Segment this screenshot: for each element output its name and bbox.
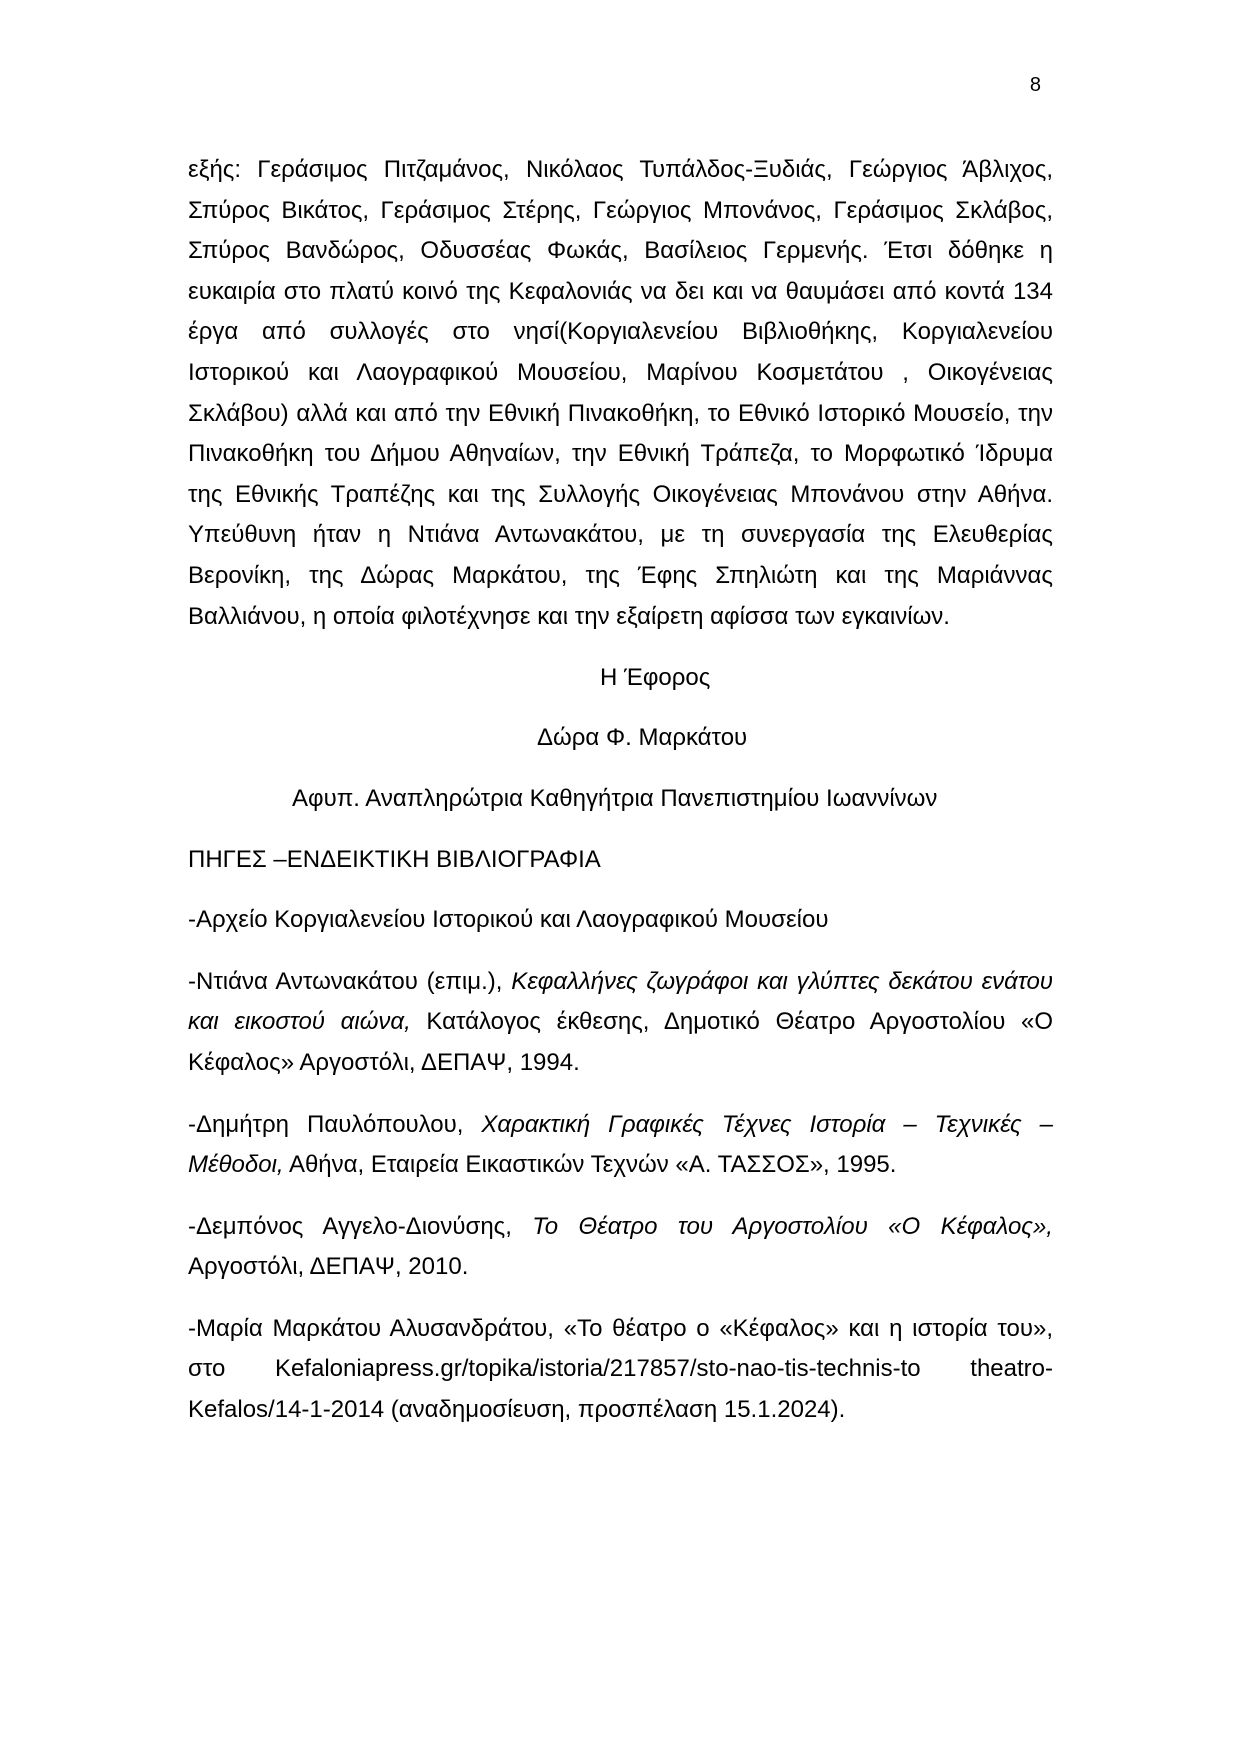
- signature-name: Δώρα Φ. Μαρκάτου: [537, 724, 748, 752]
- bib-text: -Αρχείο Κοργιαλενείου Ιστορικού και Λαογραφικού Μουσείου: [188, 906, 829, 934]
- bib-title: Κεφαλλήνες ζωγράφοι και γλύπτες δεκάτου ενάτου και εικοστού αιώνα,: [188, 967, 1053, 1036]
- signature-block: [188, 663, 1053, 814]
- bibliography-item: [188, 962, 1053, 1084]
- bib-text: -Δεμπόνος Αγγελο-Διονύσης,: [188, 1212, 533, 1240]
- bibliography-item: [188, 1105, 1053, 1186]
- document-content: [188, 150, 1053, 1431]
- bib-text: -Ντιάνα Αντωνακάτου (επιμ.),: [188, 967, 512, 995]
- bib-title: Το Θέατρο του Αργοστολίου «Ο Κέφαλος»,: [532, 1212, 1053, 1240]
- bib-text: Αργοστόλι, ΔΕΠΑΨ, 2010.: [188, 1253, 469, 1281]
- bib-text: Κατάλογος έκθεσης, Δημοτικό Θέατρο Αργοστολίου «Ο Κέφαλος» Αργοστόλι, ΔΕΠΑΨ, 1994.: [188, 1008, 1054, 1076]
- bibliography-item: [188, 1309, 1053, 1431]
- signature-role: Αφυπ. Αναπληρώτρια Καθηγήτρια Πανεπιστημίου Ιωαννίνων: [292, 785, 938, 813]
- bibliography-item: [188, 900, 1053, 941]
- bib-text: -Μαρία Μαρκάτου Αλυσανδράτου, «Το θέατρο ο «Κέφαλος» και η ιστορία του», στο Kefaloniapress.gr/topika/istoria/217857/sto-nao-tis-technis-to theatro-Kefalos/14-1-2014 (αναδημοσίευση, προσπέλαση 15.1.2024).: [188, 1314, 1053, 1424]
- bib-title: Χαρακτική Γραφικές Τέχνες Ιστορία – Τεχνικές – Μέθοδοι,: [188, 1110, 1054, 1179]
- sources-heading: ΠΗΓΕΣ –ΕΝΔΕΙΚΤΙΚΗ ΒΙΒΛΙΟΓΡΑΦΙΑ: [188, 846, 601, 874]
- bib-text: Αθήνα, Εταιρεία Εικαστικών Τεχνών «Α. ΤΑΣΣΟΣ», 1995.: [283, 1151, 897, 1179]
- body-paragraph: εξής: Γεράσιμος Πιτζαμάνος, Νικόλαος Τυπάλδος-Ξυδιάς, Γεώργιος Άβλιχος, Σπύρος Βικάτος, Γεράσιμος Στέρης, Γεώργιος Μπονάνος, Γεράσιμος Σκλάβος, Σπύρος Βανδώρος, Οδυσσέας Φωκάς, Βασίλειος Γερμενής. Έτσι δόθηκε η ευκαιρία στο πλατύ κοινό της Κεφαλονιάς να δει και να θαυμάσει από κοντά 134 έργα από συλλογές στο νησί(Κοργιαλενείου Βιβλιοθήκης, Κοργιαλενείου Ιστορικού και Λαογραφικού Μουσείου, Μαρίνου Κοσμετάτου , Οικογένειας Σκλάβου) αλλά και από την Εθνική Πινακοθήκη, το Εθνικό Ιστορικό Μουσείο, την Πινακοθήκη του Δήμου Αθηναίων, την Εθνική Τράπεζα, το Μορφωτικό Ίδρυμα της Εθνικής Τραπέζης και της Συλλογής Οικογένειας Μπονάνου στην Αθήνα. Υπεύθυνη ήταν η Ντιάνα Αντωνακάτου, με τη συνεργασία της Ελευθερίας Βερονίκη, της Δώρας Μαρκάτου, της Έφης Σπηλιώτη και της Μαριάννας Βαλλιάνου, η οποία φιλοτέχνησε και την εξαίρετη αφίσσα των εγκαινίων.: [188, 156, 1053, 630]
- bib-text: -Δημήτρη Παυλόπουλου,: [188, 1110, 482, 1138]
- page-number: 8: [1029, 74, 1041, 96]
- bibliography-list: [188, 900, 1053, 1431]
- signature-title: Η Έφορος: [600, 664, 711, 692]
- bibliography-item: [188, 1207, 1053, 1288]
